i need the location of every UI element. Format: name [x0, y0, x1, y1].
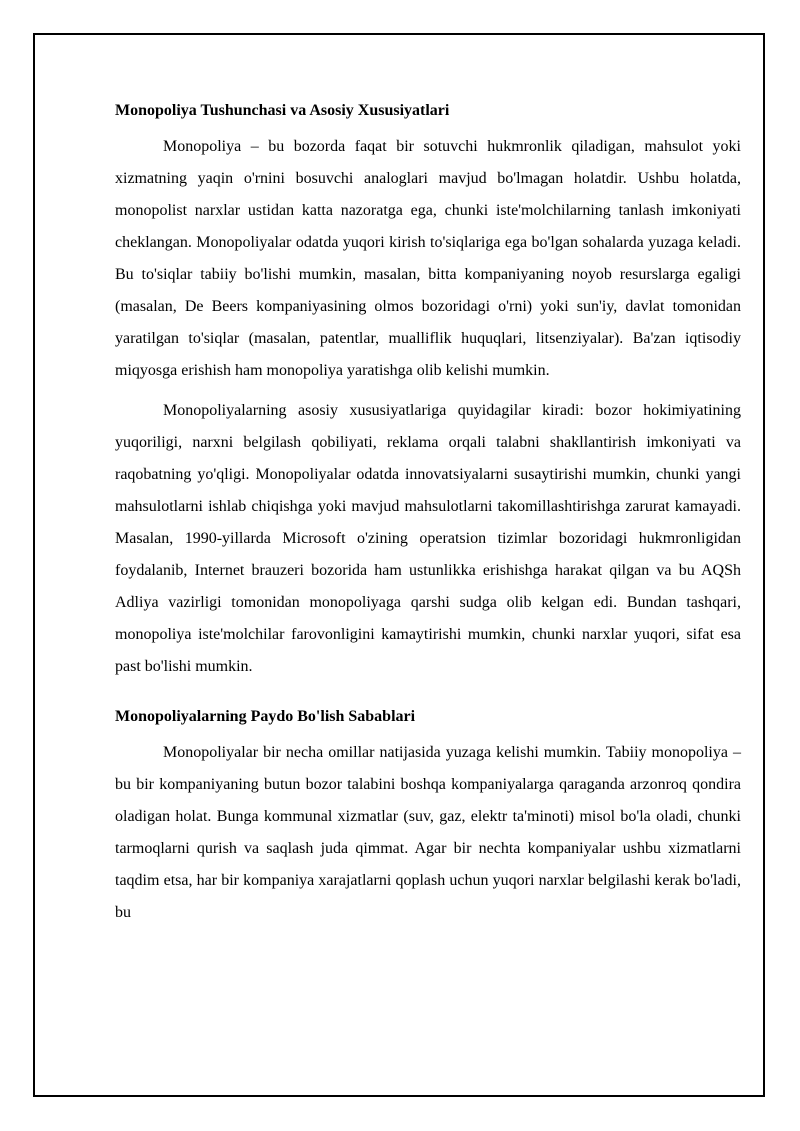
section-heading: Monopoliyalarning Paydo Bo'lish Sabablari [115, 708, 416, 725]
document-body [115, 99, 741, 929]
paragraph: Monopoliyalarning asosiy xususiyatlariga quyidagilar kiradi: bozor hokimiyatining yuqoriligi, narxni belgilash qobiliyati, reklama orqali talabni shakllantirish imkoniyati va raqobatning yo'qligi. Monopoliyalar odatda innovatsiyalarni susaytirishi mumkin, chunki yangi mahsulotlarni ishlab chiqishga yoki mavjud mahsulotlarni takomillashtirishga zarurat kamayadi. Masalan, 1990-yillarda Microsoft o'zining operatsion tizimlar bozoridagi hukmronligidan foydalanib, Internet brauzeri bozorida ham ustunlikka erishishga harakat qilgan va bu AQSh Adliya vazirligi tomonidan monopoliyaga qarshi sudga olib kelgan edi. Bundan tashqari, monopoliya iste'molchilar farovonligini kamaytirishi mumkin, chunki narxlar yuqori, sifat esa past bo'lishi mumkin. [115, 402, 741, 675]
paragraph: Monopoliya – bu bozorda faqat bir sotuvchi hukmronlik qiladigan, mahsulot yoki xizmatning yaqin o'rnini bosuvchi analoglari mavjud bo'lmagan holatdir. Ushbu holatda, monopolist narxlar ustidan katta nazoratga ega, chunki iste'molchilarning tanlash imkoniyati cheklangan. Monopoliyalar odatda yuqori kirish to'siqlariga ega bo'lgan sohalarda yuzaga keladi. Bu to'siqlar tabiiy bo'lishi mumkin, masalan, bitta kompaniyaning noyob resurslarga egaligi (masalan, De Beers kompaniyasining olmos bozoridagi o'rni) yoki sun'iy, davlat tomonidan yaratilgan to'siqlar (masalan, patentlar, mualliflik huquqlari, litsenziyalar). Ba'zan iqtisodiy miqyosga erishish ham monopoliya yaratishga olib kelishi mumkin. [115, 138, 741, 379]
paragraph: Monopoliyalar bir necha omillar natijasida yuzaga kelishi mumkin. Tabiiy monopoliya – bu bir kompaniyaning butun bozor talabini boshqa kompaniyalarga qaraganda arzonroq qondira oladigan holat. Bunga kommunal xizmatlar (suv, gaz, elektr ta'minoti) misol bo'la oladi, chunki tarmoqlarni qurish va saqlash juda qimmat. Agar bir nechta kompaniyalar ushbu xizmatlarni taqdim etsa, har bir kompaniya xarajatlarni qoplash uchun yuqori narxlar belgilashi kerak bo'ladi, bu [115, 744, 741, 921]
section-heading: Monopoliya Tushunchasi va Asosiy Xususiyatlari [115, 102, 450, 119]
